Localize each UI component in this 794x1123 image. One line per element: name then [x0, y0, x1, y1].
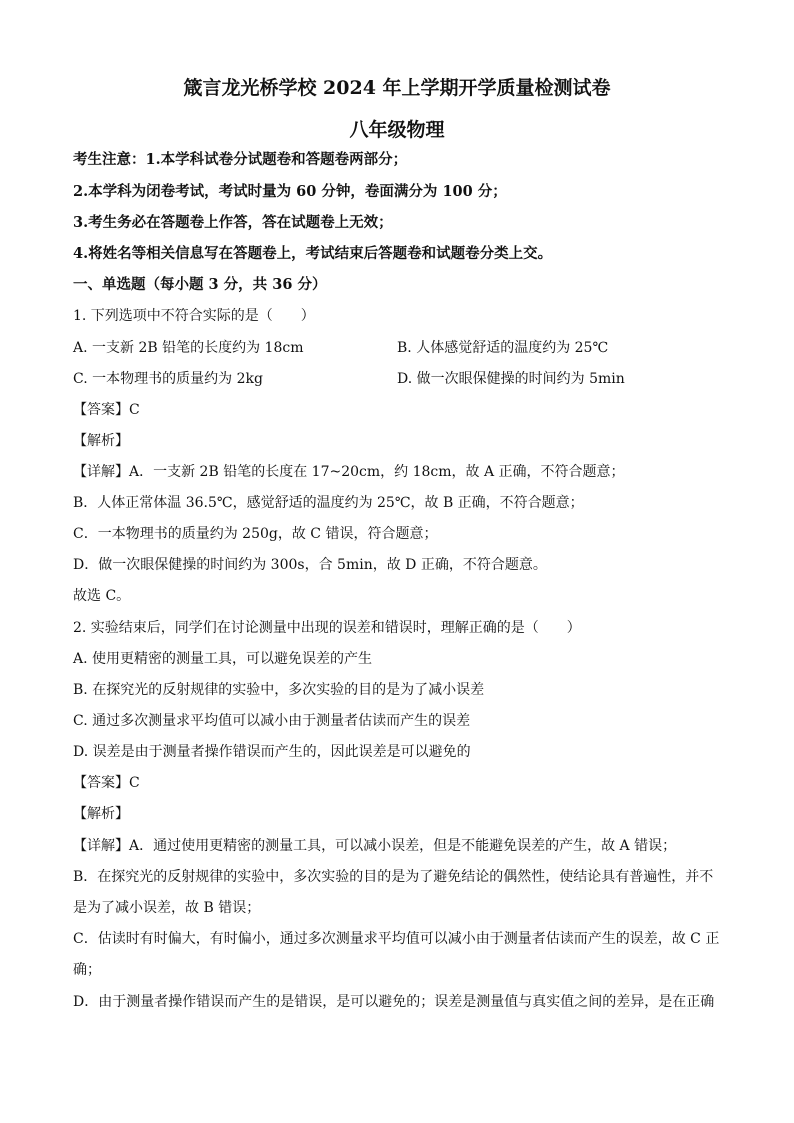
q2-detail-3: 是为了减小误差，故 B 错误；: [73, 900, 261, 916]
q1-option-d: D. 做一次眼保健操的时间约为 5min: [397, 371, 625, 387]
q1-stem: 1. 下列选项中不符合实际的是（ ）: [73, 308, 315, 324]
q2-option-b: B. 在探究光的反射规律的实验中，多次实验的目的是为了减小误差: [73, 682, 485, 698]
notice-line-3: 3.考生务必在答题卷上作答，答在试题卷上无效；: [73, 214, 393, 231]
q2-answer: 【答案】C: [73, 775, 140, 791]
q2-detail-6: D．由于测量者操作错误而产生的是错误，是可以避免的；误差是测量值与真实值之间的差异，是在正确: [73, 994, 715, 1010]
q2-option-c: C. 通过多次测量求平均值可以减小由于测量者估读而产生的误差: [73, 713, 471, 729]
q1-detail-3: C．一本物理书的质量约为 250g，故 C 错误，符合题意；: [73, 526, 438, 542]
notice-line-2: 2.本学科为闭卷考试，考试时量为 60 分钟，卷面满分为 100 分；: [73, 183, 507, 200]
q1-detail-2: B．人体正常体温 36.5℃，感觉舒适的温度约为 25℃，故 B 正确，不符合题意；: [73, 495, 584, 511]
q2-detail-1: 【详解】A．通过使用更精密的测量工具，可以减小误差，但是不能避免误差的产生，故 A 错误；: [73, 838, 677, 854]
q1-detail-1: 【详解】A．一支新 2B 铅笔的长度在 17~20cm，约 18cm，故 A 正确，不符合题意；: [73, 464, 625, 480]
section-heading: 一、单选题（每小题 3 分，共 36 分）: [73, 276, 327, 293]
page-subtitle: 八年级物理: [349, 119, 445, 141]
q2-option-d: D. 误差是由于测量者操作错误而产生的，因此误差是可以避免的: [73, 744, 471, 760]
q2-detail-4: C．估读时有时偏大，有时偏小，通过多次测量求平均值可以减小由于测量者估读而产生的误差，故 C 正: [73, 931, 720, 947]
q1-conclusion: 故选 C。: [73, 588, 131, 604]
q2-option-a: A. 使用更精密的测量工具，可以避免误差的产生: [73, 651, 373, 667]
page-title: 箴言龙光桥学校 2024 年上学期开学质量检测试卷: [183, 77, 611, 99]
q2-detail-5: 确；: [73, 962, 101, 978]
q1-option-a: A. 一支新 2B 铅笔的长度约为 18cm: [73, 340, 304, 356]
q1-option-b: B. 人体感觉舒适的温度约为 25℃: [397, 340, 609, 356]
notice-line-4: 4.将姓名等相关信息写在答题卷上，考试结束后答题卷和试题卷分类上交。: [73, 245, 553, 262]
q1-answer: 【答案】C: [73, 402, 140, 418]
q2-analysis: 【解析】: [73, 806, 129, 822]
q2-stem: 2. 实验结束后，同学们在讨论测量中出现的误差和错误时，理解正确的是（ ）: [73, 620, 581, 636]
notice-line-1: 考生注意：1.本学科试卷分试题卷和答题卷两部分；: [73, 151, 408, 168]
q2-detail-2: B．在探究光的反射规律的实验中，多次实验的目的是为了避免结论的偶然性，使结论具有普遍性，并不: [73, 869, 714, 885]
q1-option-c: C. 一本物理书的质量约为 2kg: [73, 371, 263, 387]
q1-analysis: 【解析】: [73, 433, 129, 449]
q1-detail-4: D．做一次眼保健操的时间约为 300s，合 5min，故 D 正确，不符合题意。: [73, 557, 547, 573]
